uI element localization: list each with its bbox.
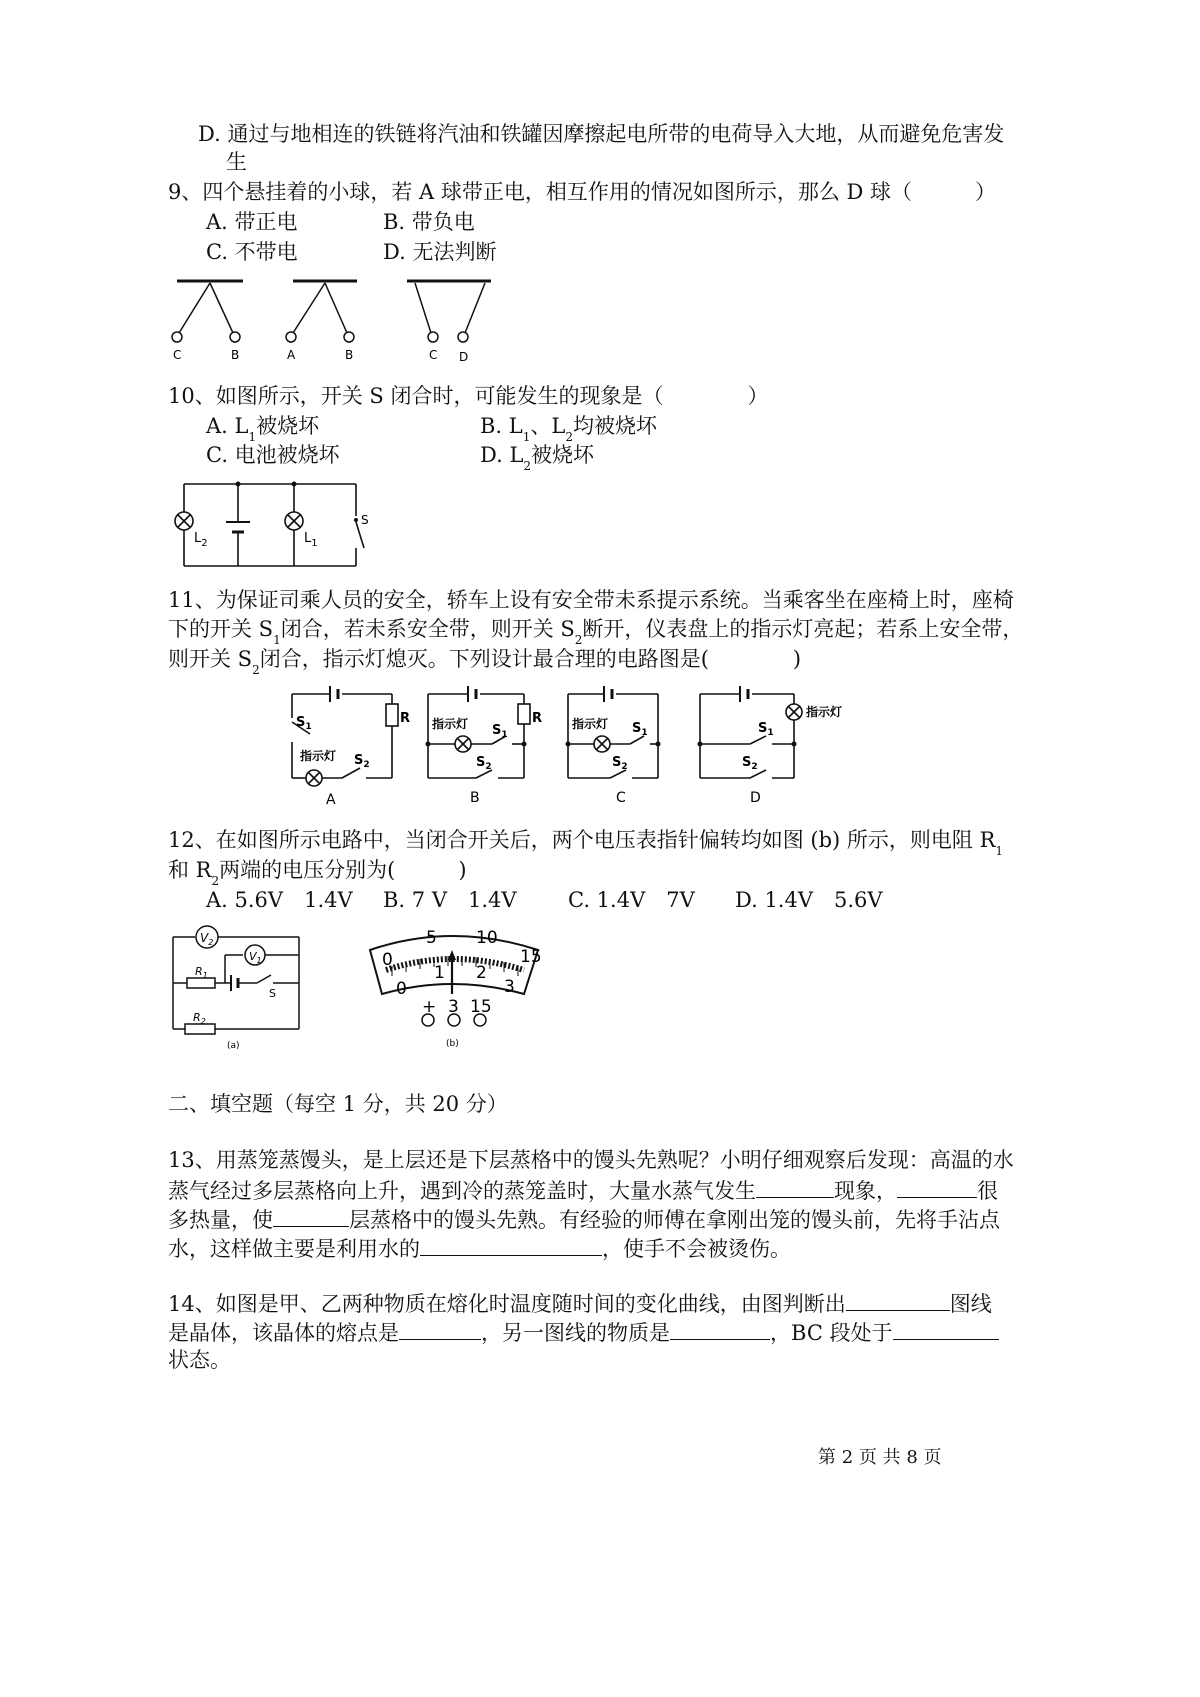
q14-line2: 是晶体，该晶体的熔点是 ，另一图线的物质是 ，BC 段处于 <box>168 1317 999 1347</box>
svg-text:B: B <box>470 790 480 806</box>
svg-text:S1: $S_1$ <box>296 715 312 732</box>
q13-blank-3[interactable] <box>273 1204 349 1227</box>
svg-text:R: R <box>532 711 543 726</box>
q9-option-b: B. 带负电 <box>383 210 475 234</box>
q14-blank-3[interactable] <box>670 1317 770 1340</box>
q9-stem: 9、四个悬挂着的小球，若 A 球带正电，相互作用的情况如图所示，那么 D 球（ ） <box>168 180 997 204</box>
q14-line1: 14、如图是甲、乙两种物质在熔化时温度随时间的变化曲线，由图判断出 图线 <box>168 1288 992 1318</box>
svg-text:V1: $V_1$ <box>249 950 262 965</box>
svg-text:S1: $S_1$ <box>492 723 508 740</box>
ball-label: D <box>459 350 469 364</box>
q12-option-d: D. 1.4V 5.6V <box>735 888 883 912</box>
ball-label: B <box>345 348 354 362</box>
ball-label: B <box>231 348 240 362</box>
q11-line2: 下的开关 $S_1$闭合，若未系安全带，则开关 $S_2$断开，仪表盘上的指示灯亮起；若系上安全带， <box>168 617 1024 647</box>
q13-line4: 水，这样做主要是利用水的 ，使手不会被烫伤。 <box>168 1233 791 1263</box>
svg-text:A: A <box>326 792 336 808</box>
q9-balls-figure <box>165 275 505 367</box>
q12-voltmeter-figure-b <box>362 920 547 1055</box>
q14-blank-2[interactable] <box>399 1317 481 1340</box>
q12-line1: 12、在如图所示电路中，当闭合开关后，两个电压表指针偏转均如图 (b) 所示，则电阻 $R_1$ <box>168 828 1004 858</box>
svg-text:指示灯: 指示灯 <box>432 717 469 731</box>
svg-text:0: 0 <box>396 979 407 999</box>
q11-circuit-options-figure <box>280 680 880 810</box>
svg-text:L2: $L_2$ <box>194 531 208 549</box>
q12-option-b: B. 7 V 1.4V <box>383 888 517 912</box>
svg-text:S2: $S_2$ <box>476 755 492 772</box>
svg-text:S1: $S_1$ <box>632 721 648 738</box>
svg-text:S: S <box>361 513 369 527</box>
q10-option-d: D. $L_2$被烧坏 <box>480 443 595 473</box>
svg-text:R1: $R_1$ <box>195 965 208 980</box>
q13-line1: 13、用蒸笼蒸馒头，是上层还是下层蒸格中的馒头先熟呢？小明仔细观察后发现：高温的水 <box>168 1148 1014 1172</box>
q8-option-d: D. 通过与地相连的铁链将汽油和铁罐因摩擦起电所带的电荷导入大地，从而避免危害发 <box>198 122 1005 146</box>
q12-circuit-figure-a <box>165 925 315 1053</box>
svg-text:V2: $V_2$ <box>200 931 214 947</box>
svg-text:C: C <box>616 790 626 806</box>
q13-blank-1[interactable] <box>756 1175 834 1198</box>
svg-text:15: 15 <box>520 947 542 967</box>
svg-text:D: D <box>750 790 761 806</box>
svg-text:5: 5 <box>426 928 437 948</box>
q13-line2: 蒸气经过多层蒸格向上升，遇到冷的蒸笼盖时，大量水蒸气发生 现象， 很 <box>168 1175 998 1205</box>
q13-blank-2[interactable] <box>897 1175 977 1198</box>
svg-text:S: S <box>269 987 276 1000</box>
ball-label: A <box>287 348 296 362</box>
q10-circuit-figure <box>170 478 370 572</box>
q11-line1: 11、为保证司乘人员的安全，轿车上设有安全带未系提示系统。当乘客坐在座椅上时，座椅 <box>168 588 1014 612</box>
q8-option-d-cont: 生 <box>226 150 247 174</box>
q14-blank-1[interactable] <box>846 1288 950 1311</box>
q12-line2: 和 $R_2$两端的电压分别为( ) <box>168 858 467 888</box>
q13-blank-4[interactable] <box>420 1233 602 1256</box>
q13-line3: 多热量，使 层蒸格中的馒头先熟。有经验的师傅在拿刚出笼的馒头前，先将手沾点 <box>168 1204 1000 1234</box>
svg-text:2: 2 <box>476 963 487 983</box>
svg-text:+: + <box>422 997 437 1017</box>
q11-line3: 则开关 $S_2$闭合，指示灯熄灭。下列设计最合理的电路图是( ) <box>168 647 802 677</box>
svg-text:3: 3 <box>504 977 515 997</box>
q9-option-d: D. 无法判断 <box>383 240 497 264</box>
q12-option-c: C. 1.4V 7V <box>568 888 695 912</box>
page-footer: 第 2 页 共 8 页 <box>818 1447 942 1468</box>
svg-text:(b): (b) <box>446 1039 459 1049</box>
svg-text:L1: $L_1$ <box>304 531 318 549</box>
q10-option-c: C. 电池被烧坏 <box>206 443 340 467</box>
q9-option-a: A. 带正电 <box>206 210 298 234</box>
svg-text:指示灯: 指示灯 <box>572 717 609 731</box>
q10-option-b: B. $L_1$、$L_2$均被烧坏 <box>480 414 657 444</box>
svg-text:10: 10 <box>476 928 498 948</box>
q12-option-a: A. 5.6V 1.4V <box>206 888 353 912</box>
q10-stem: 10、如图所示，开关 S 闭合时，可能发生的现象是（ ） <box>168 384 769 408</box>
svg-text:R: R <box>400 711 411 726</box>
svg-text:指示灯: 指示灯 <box>806 705 843 719</box>
svg-text:S2: $S_2$ <box>742 755 758 772</box>
q14-line3: 状态。 <box>168 1348 231 1372</box>
svg-text:指示灯: 指示灯 <box>300 749 337 763</box>
q10-option-a: A. $L_1$被烧坏 <box>206 414 320 444</box>
section-2-title: 二、填空题（每空 1 分，共 20 分） <box>168 1092 508 1116</box>
ball-label: C <box>173 348 182 362</box>
ball-label: C <box>429 348 438 362</box>
svg-text:S2: $S_2$ <box>354 753 370 770</box>
svg-text:1: 1 <box>434 963 445 983</box>
q14-blank-4[interactable] <box>893 1317 999 1340</box>
q9-option-c: C. 不带电 <box>206 240 298 264</box>
svg-text:15: 15 <box>470 997 492 1017</box>
svg-text:S2: $S_2$ <box>612 755 628 772</box>
svg-text:R2: $R_2$ <box>193 1011 206 1026</box>
svg-text:3: 3 <box>448 997 459 1017</box>
svg-text:S1: $S_1$ <box>758 721 774 738</box>
svg-text:0: 0 <box>382 950 393 970</box>
svg-text:(a): (a) <box>227 1041 240 1051</box>
